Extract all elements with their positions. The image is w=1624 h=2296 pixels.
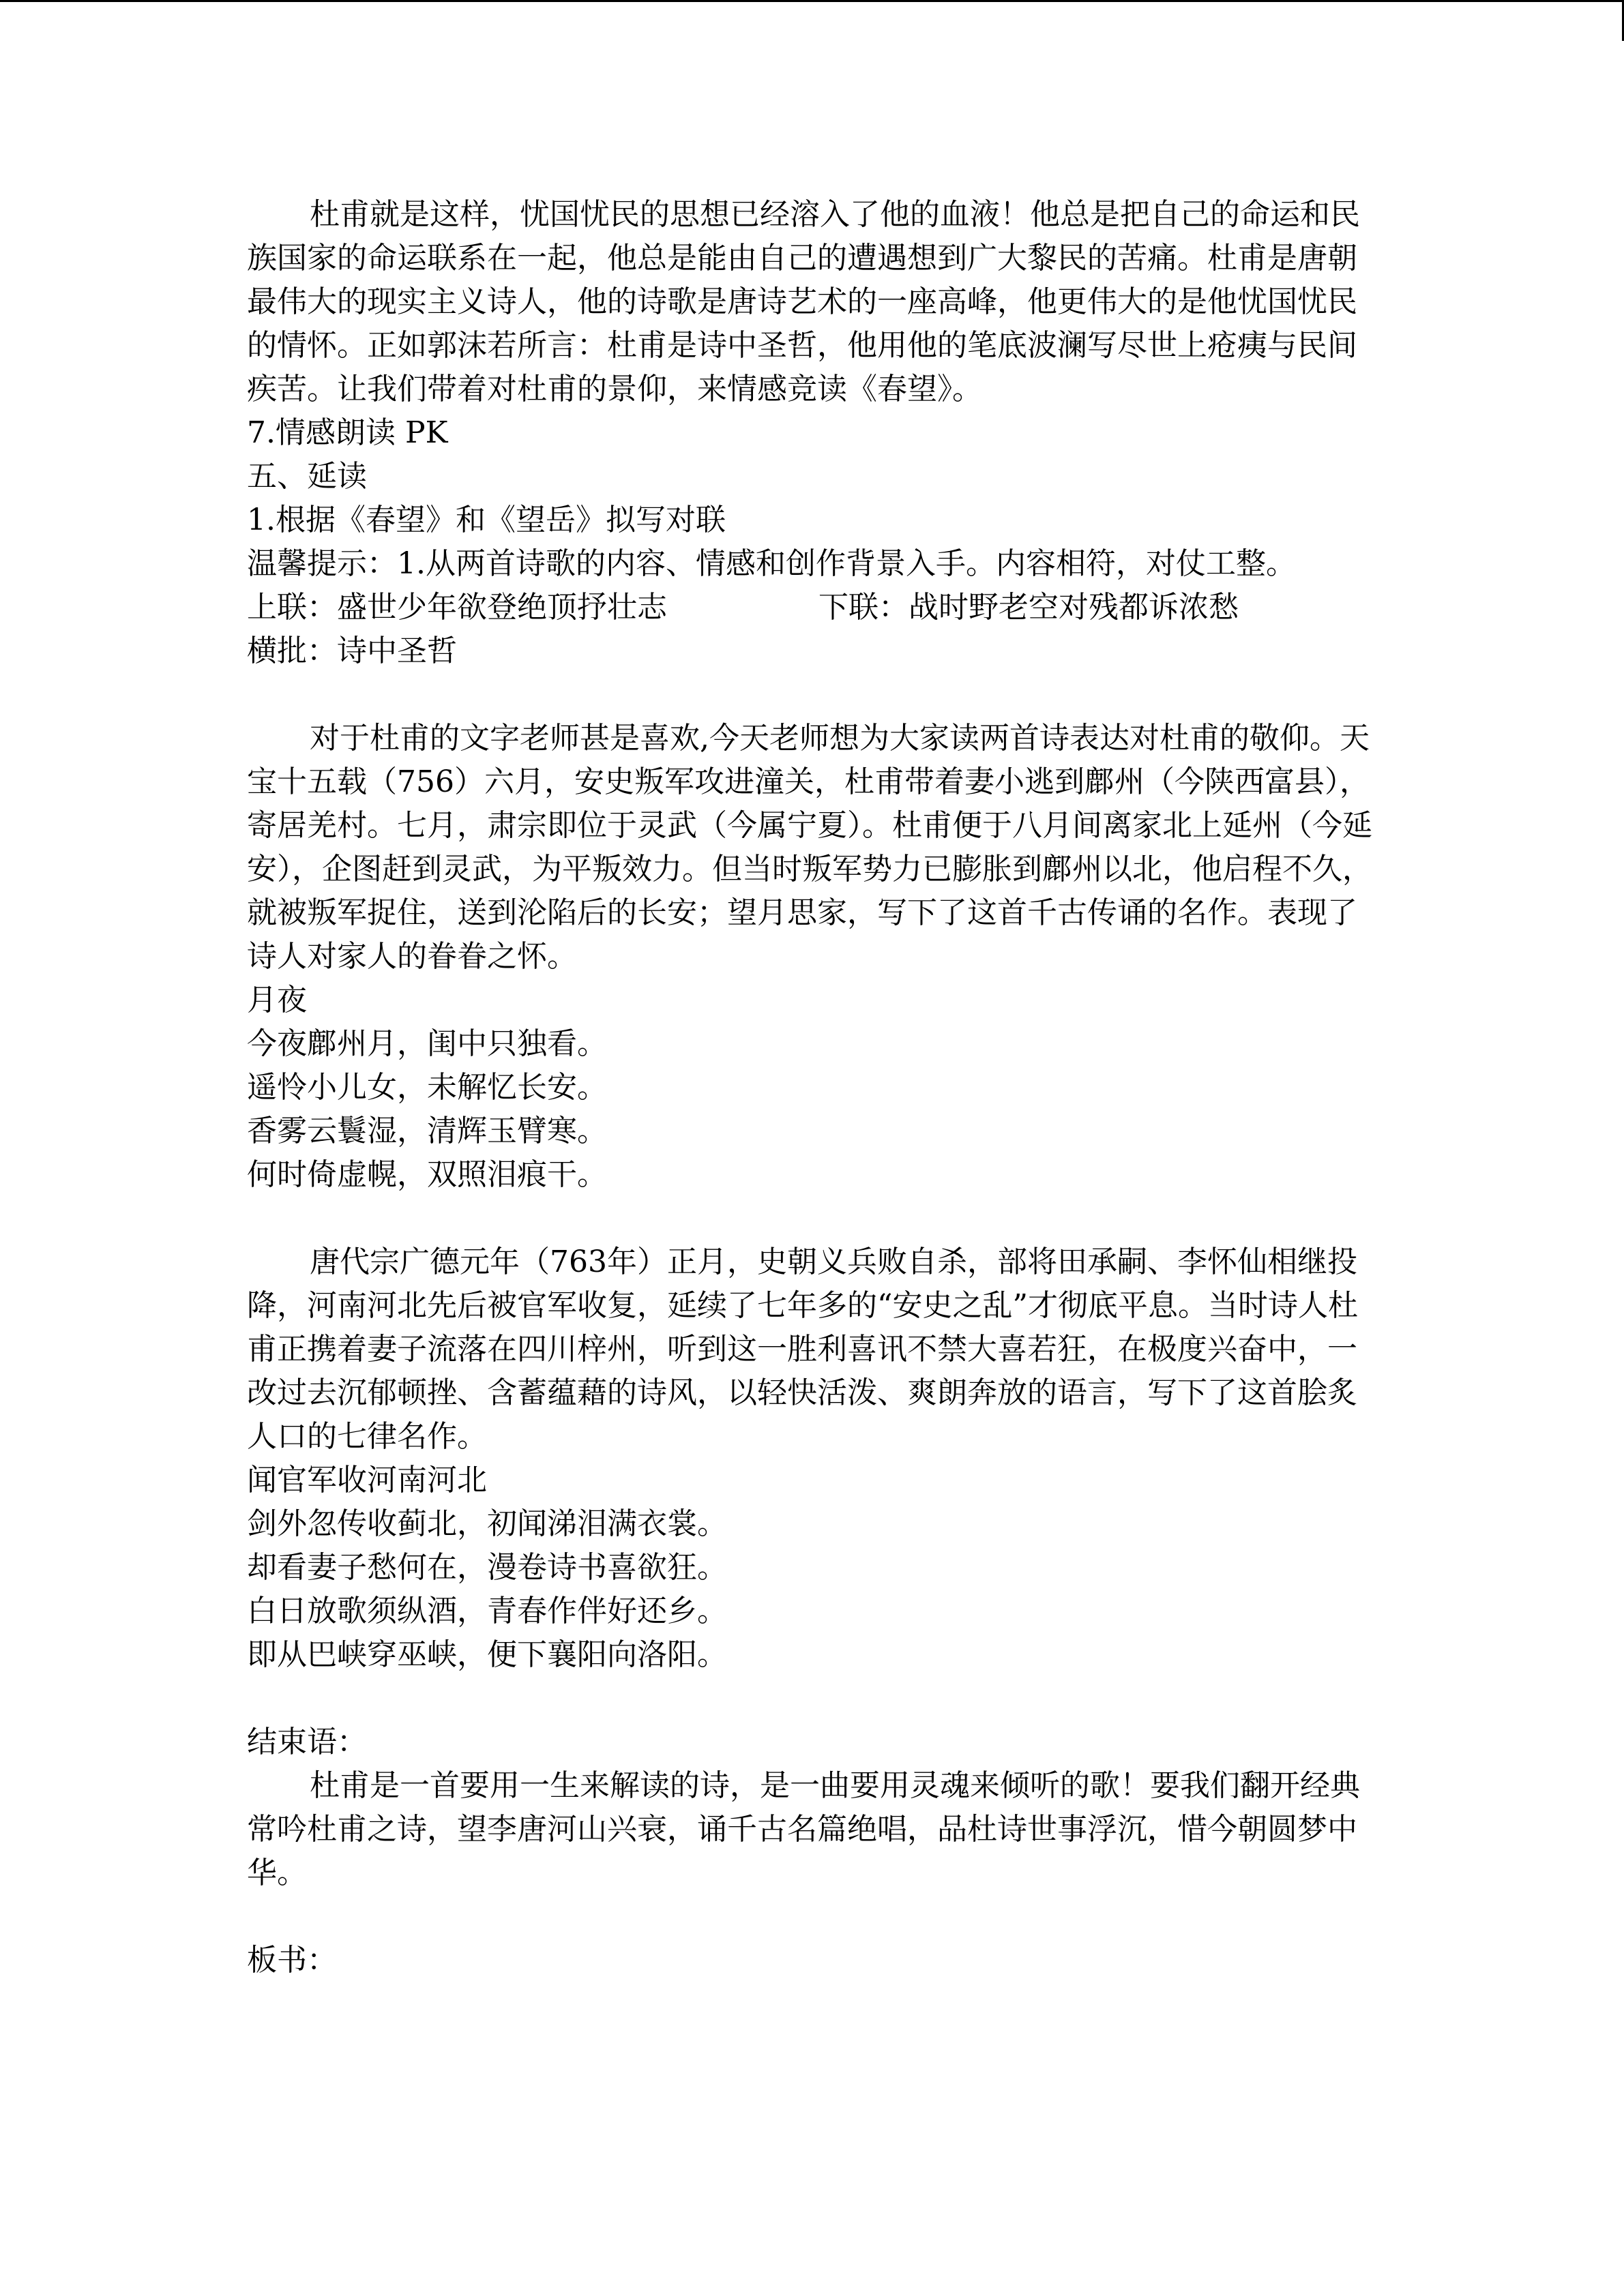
spacer (247, 1677, 1379, 1720)
poem-line: 遥怜小儿女，未解忆长安。 (247, 1070, 607, 1105)
poem-line: 何时倚虚幌，双照泪痕干。 (247, 1157, 607, 1192)
couplet-row (247, 586, 1379, 629)
poem-line: 剑外忽传收蓟北，初闻涕泪满衣裳。 (247, 1506, 727, 1541)
poem-line: 白日放歌须纵酒，青春作伴好还乡。 (247, 1594, 727, 1628)
tip-text: 温馨提示：1.从两首诗歌的内容、情感和创作背景入手。内容相符，对仗工整。 (247, 546, 1296, 581)
poem-line: 香雾云鬟湿，清辉玉臂寒。 (247, 1114, 607, 1148)
paragraph-yueye-intro: 对于杜甫的文字老师甚是喜欢,今天老师想为大家读两首诗表达对杜甫的敬仰。天宝十五载（756）六月，安史叛军攻进潼关，杜甫带着妻小逃到鄜州（今陕西富县），寄居羌村。七月，肃宗即位于灵武（今属宁夏）。杜甫便于八月间离家北上延州（今延安），企图赶到灵武，为平叛效力。但当时叛军势力已膨胀到鄜州以北，他启程不久，就被叛军捉住，送到沦陷后的长安；望月思家，写下了这首千古传诵的名作。表现了诗人对家人的眷眷之怀。 (247, 721, 1372, 974)
couplet-horizontal: 横批：诗中圣哲 (247, 633, 457, 668)
page-top-border (0, 0, 1624, 2)
poem-line: 今夜鄜州月，闺中只独看。 (247, 1026, 607, 1061)
paragraph-poem2-intro: 唐代宗广德元年（763年）正月，史朝义兵败自杀，部将田承嗣、李怀仙相继投降，河南河北先后被官军收复，延续了七年多的“安史之乱”才彻底平息。当时诗人杜甫正携着妻子流落在四川梓州，听到这一胜利喜讯不禁大喜若狂，在极度兴奋中，一改过去沉郁顿挫、含蓄蕴藉的诗风，以轻快活泼、爽朗奔放的语言，写下了这首脍炙人口的七律名作。 (247, 1244, 1358, 1454)
document-body (247, 193, 1379, 1982)
spacer (247, 1895, 1379, 1939)
couplet-upper: 上联：盛世少年欲登绝顶抒壮志 (247, 590, 667, 625)
spacer (247, 673, 1379, 717)
poem-title-wenguanjun: 闻官军收河南河北 (247, 1463, 487, 1497)
item-emotional-reading: 7.情感朗读 PK (247, 415, 448, 450)
closing-label: 结束语： (247, 1725, 367, 1759)
spacer (247, 1197, 1379, 1240)
poem-title-yueye: 月夜 (247, 983, 307, 1017)
poem-line: 却看妻子愁何在，漫卷诗书喜欲狂。 (247, 1550, 727, 1585)
section-heading-extended-reading: 五、延读 (247, 459, 367, 494)
closing-text: 杜甫是一首要用一生来解读的诗，是一曲要用灵魂来倾听的歌！要我们翻开经典常吟杜甫之诗，望李唐河山兴衰，诵千古名篇绝唱，品杜诗世事浮沉，惜今朝圆梦中华。 (247, 1768, 1360, 1890)
couplet-lower: 下联：战时野老空对残都诉浓愁 (818, 590, 1239, 625)
paragraph-dufu-summary: 杜甫就是这样，忧国忧民的思想已经溶入了他的血液！他总是把自己的命运和民族国家的命运联系在一起，他总是能由自己的遭遇想到广大黎民的苦痛。杜甫是唐朝最伟大的现实主义诗人，他的诗歌是唐诗艺术的一座高峰，他更伟大的是他忧国忧民的情怀。正如郭沫若所言：杜甫是诗中圣哲，他用他的笔底波澜写尽世上疮痍与民间疾苦。让我们带着对杜甫的景仰，来情感竞读《春望》。 (247, 197, 1360, 406)
poem-line: 即从巴峡穿巫峡，便下襄阳向洛阳。 (247, 1637, 727, 1672)
board-label: 板书： (247, 1943, 337, 1978)
task-couplet: 1.根据《春望》和《望岳》拟写对联 (247, 503, 726, 537)
